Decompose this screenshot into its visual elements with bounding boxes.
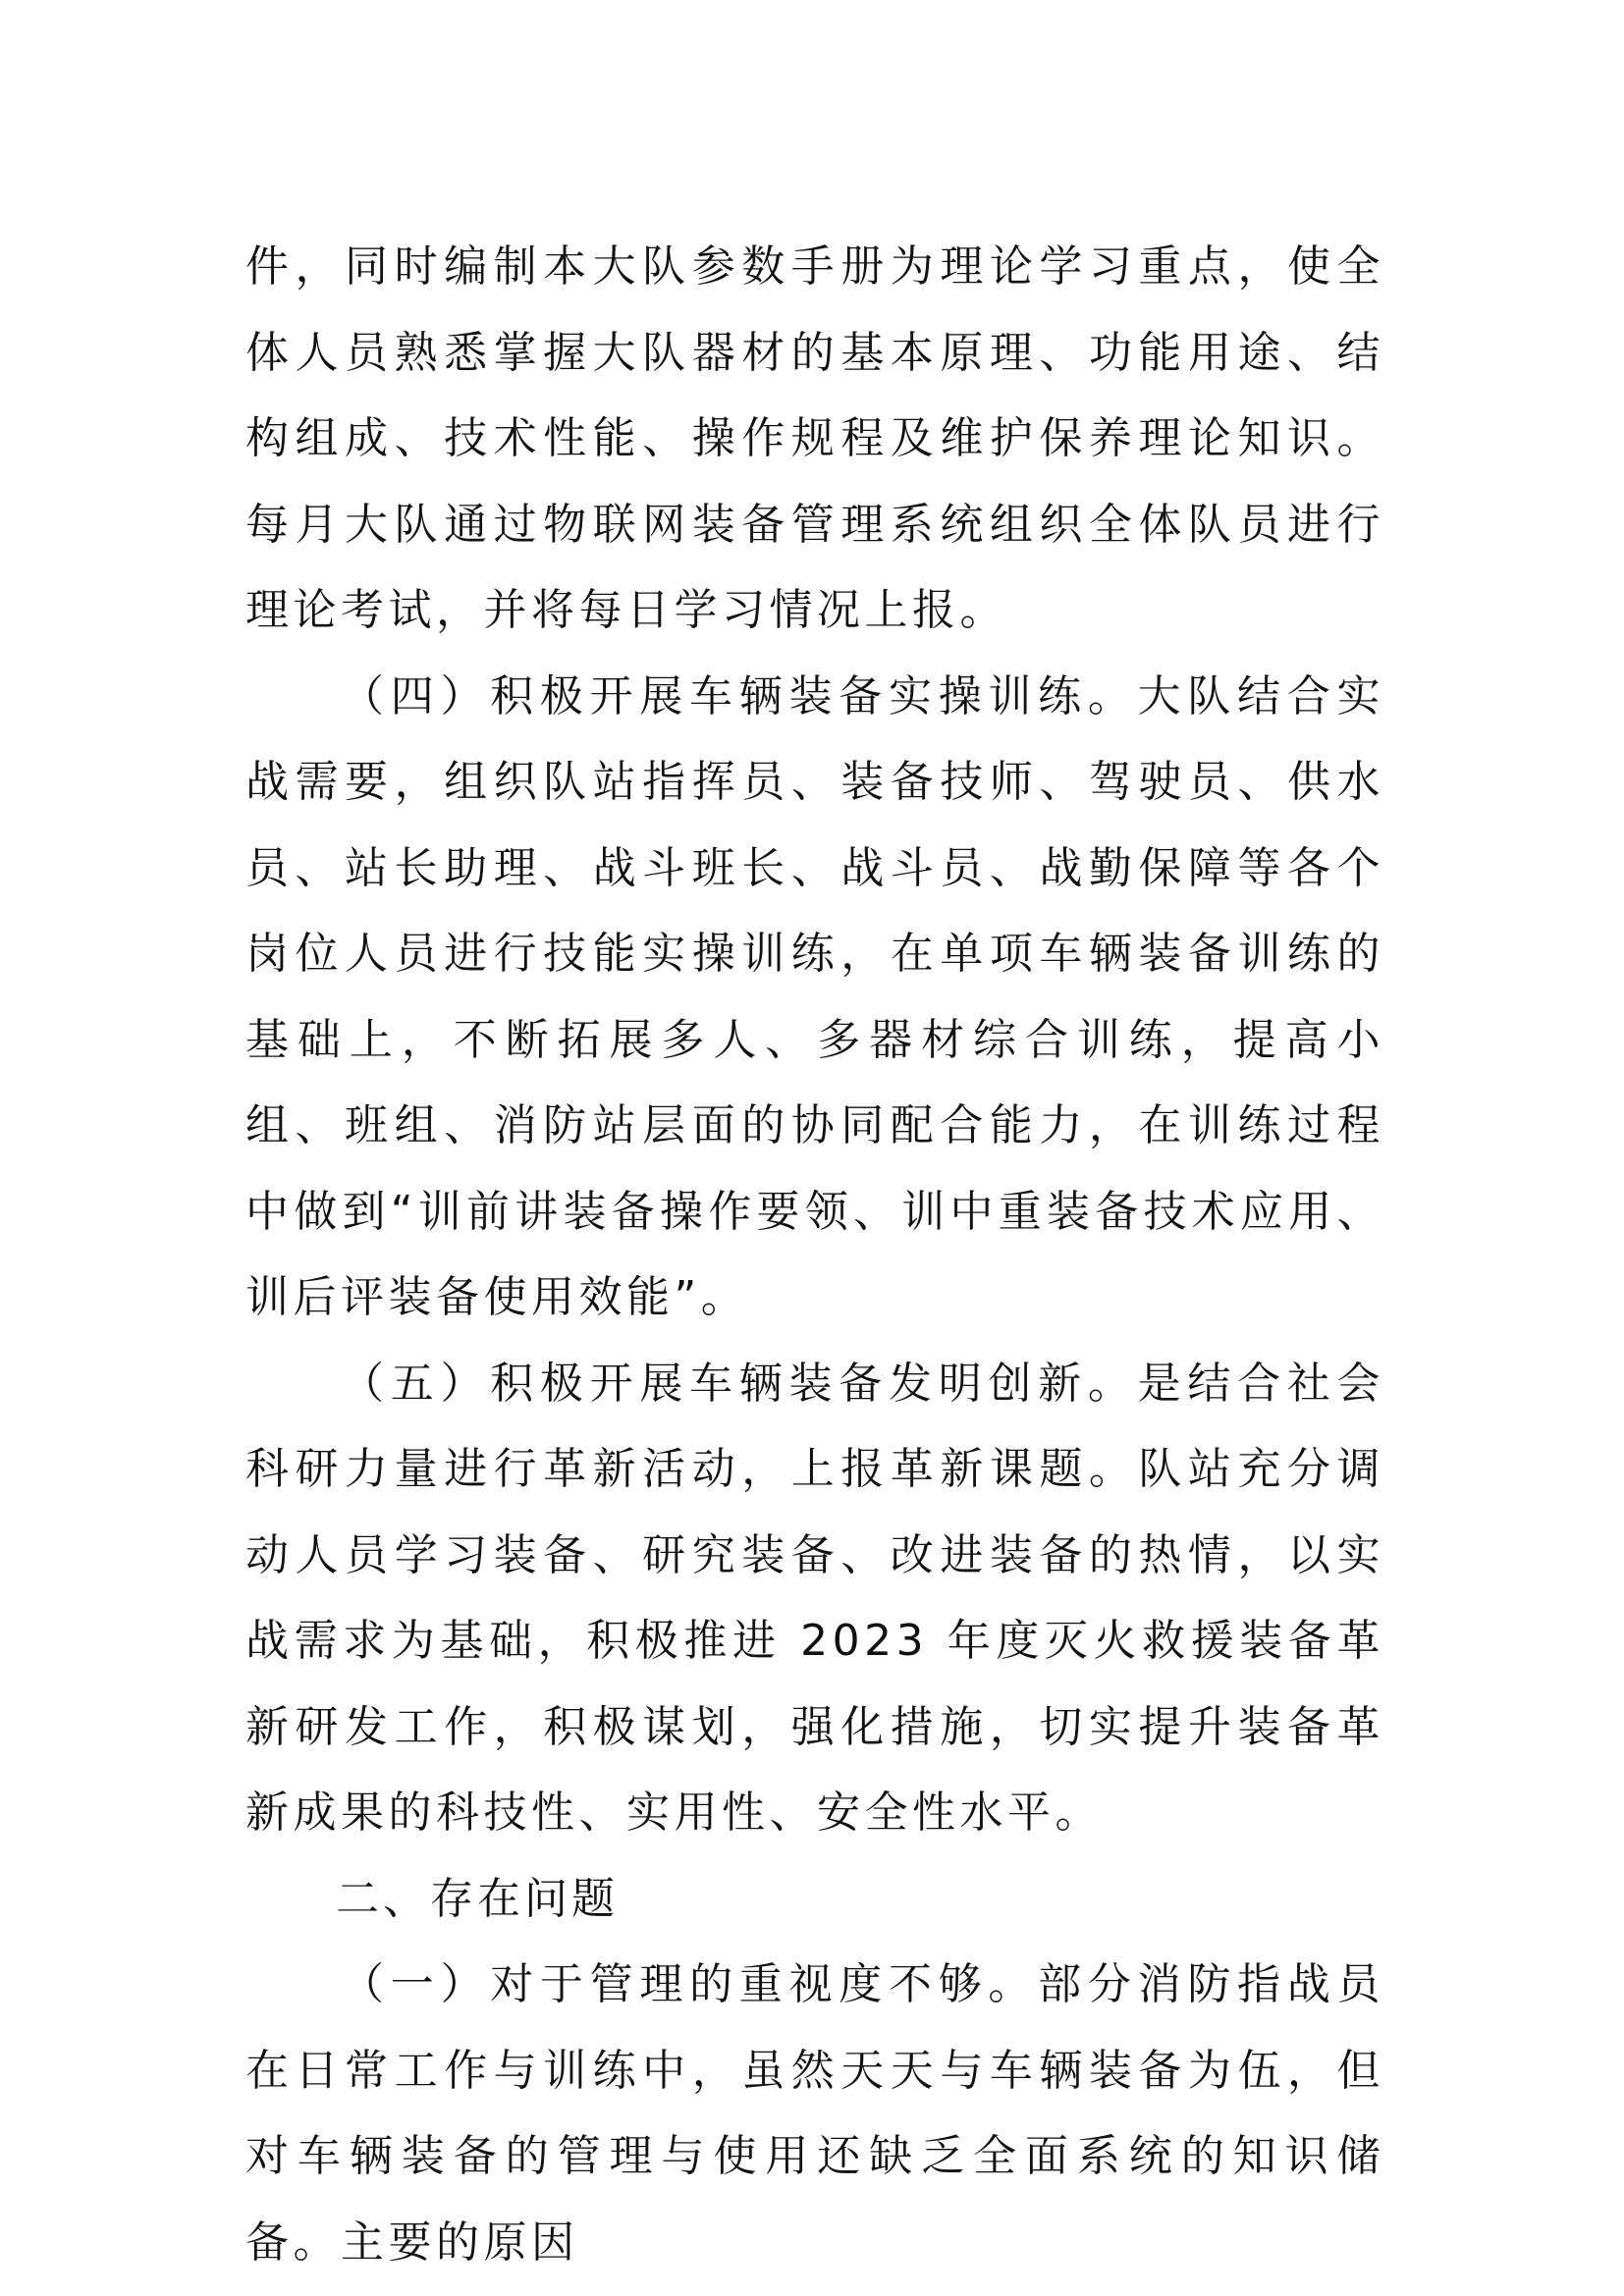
- document-body: [245, 224, 1384, 2285]
- paragraph-vehicle-training: （四）积极开展车辆装备实操训练。大队结合实战需要，组织队站指挥员、装备技师、驾驶员、供水员、站长助理、战斗班长、战斗员、战勤保障等各个岗位人员进行技能实操训练，在单项车辆装备训练的基础上，不断拓展多人、多器材综合训练，提高小组、班组、消防站层面的协同配合能力，在训练过程中做到“训前讲装备操作要领、训中重装备技术应用、训后评装备使用效能”。: [245, 670, 1384, 1322]
- paragraph-innovation: （五）积极开展车辆装备发明创新。是结合社会科研力量进行革新活动，上报革新课题。队站充分调动人员学习装备、研究装备、改进装备的热情，以实战需求为基础，积极推进 2023 年度灭火救援装备革新研发工作，积极谋划，强化措施，切实提升装备革新成果的科技性、实用性、安全性水平。: [245, 1358, 1384, 1838]
- paragraph-management-issue: （一）对于管理的重视度不够。部分消防指战员在日常工作与训练中，虽然天天与车辆装备为伍，但对车辆装备的管理与使用还缺乏全面系统的知识储备。主要的原因: [245, 1959, 1384, 2268]
- paragraph-continuation: 件，同时编制本大队参数手册为理论学习重点，使全体人员熟悉掌握大队器材的基本原理、功能用途、结构组成、技术性能、操作规程及维护保养理论知识。每月大队通过物联网装备管理系统组织全体队员进行理论考试，并将每日学习情况上报。: [245, 241, 1384, 635]
- section-heading-problems: 二、存在问题: [336, 1873, 619, 1924]
